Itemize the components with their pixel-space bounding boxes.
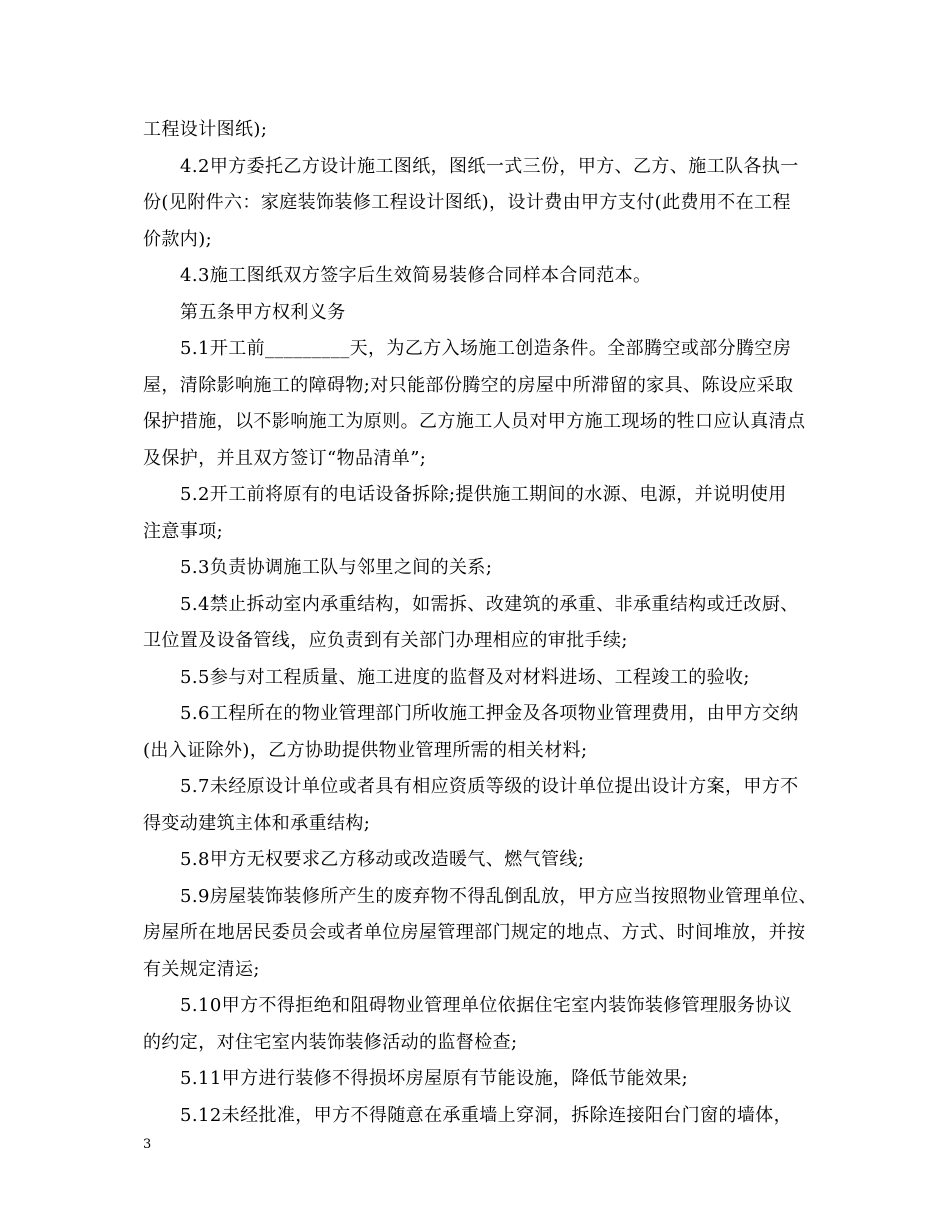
text-line: 4.2甲方委托乙方设计施工图纸，图纸一式三份，甲方、乙方、施工队各执一 bbox=[180, 155, 799, 177]
text-line: 5.8甲方无权要求乙方移动或改造暖气、燃气管线; bbox=[180, 849, 585, 870]
text-line: 5.9房屋装饰装修所产生的废弃物不得乱倒乱放，甲方应当按照物业管理单位、 bbox=[180, 885, 818, 907]
text-line: 的约定，对住宅室内装饰装修活动的监督检查; bbox=[143, 1031, 518, 1053]
section-heading: 第五条甲方权利义务 bbox=[180, 301, 346, 323]
text-line: 5.12未经批准，甲方不得随意在承重墙上穿洞，拆除连接阳台门窗的墙体， bbox=[180, 1104, 793, 1126]
text-line: 保护措施，以不影响施工为原则。乙方施工人员对甲方施工现场的牲口应认真清点 bbox=[143, 411, 806, 432]
text-line: 5.5参与对工程质量、施工进度的监督及对材料进场、工程竣工的验收; bbox=[180, 666, 750, 688]
text-line: 房屋所在地居民委员会或者单位房屋管理部门规定的地点、方式、时间堆放，并按 bbox=[143, 922, 806, 943]
text-line: 4.3施工图纸双方签字后生效简易装修合同样本合同范本。 bbox=[180, 265, 652, 286]
text-line: 5.10甲方不得拒绝和阻碍物业管理单位依据住宅室内装饰装修管理服务协议 bbox=[180, 995, 793, 1016]
text-line: 5.3负责协调施工队与邻里之间的关系; bbox=[180, 557, 493, 578]
page-number: 3 bbox=[143, 1137, 152, 1152]
text-line: 得变动建筑主体和承重结构; bbox=[143, 812, 371, 834]
text-line: 份(见附件六：家庭装饰装修工程设计图纸)，设计费由甲方支付(此费用不在工程 bbox=[143, 192, 791, 213]
text-line: 工程设计图纸); bbox=[143, 119, 268, 140]
text-line: 5.2开工前将原有的电话设备拆除;提供施工期间的水源、电源，并说明使用 bbox=[180, 484, 787, 505]
text-line: 价款内); bbox=[143, 228, 213, 250]
text-line: 注意事项; bbox=[143, 520, 224, 542]
text-line: 5.11甲方进行装修不得损坏房屋原有节能设施，降低节能效果; bbox=[180, 1068, 689, 1089]
document-body bbox=[143, 112, 818, 1134]
text-line: 5.4禁止拆动室内承重结构，如需拆、改建筑的承重、非承重结构或迁改厨、 bbox=[180, 593, 799, 615]
text-line: 及保护，并且双方签订“物品清单”; bbox=[143, 447, 427, 469]
text-line: 屋，清除影响施工的障碍物;对只能部份腾空的房屋中所滞留的家具、陈设应采取 bbox=[143, 374, 794, 396]
text-line: 5.1开工前_________天，为乙方入场施工创造条件。全部腾空或部分腾空房 bbox=[180, 338, 792, 359]
text-line: 卫位置及设备管线，应负责到有关部门办理相应的审批手续; bbox=[143, 630, 628, 651]
text-line: (出入证除外)，乙方协助提供物业管理所需的相关材料; bbox=[143, 739, 588, 761]
text-line: 5.7未经原设计单位或者具有相应资质等级的设计单位提出设计方案，甲方不 bbox=[180, 776, 799, 797]
text-line: 5.6工程所在的物业管理部门所收施工押金及各项物业管理费用，由甲方交纳 bbox=[180, 703, 799, 724]
text-line: 有关规定清运; bbox=[143, 958, 260, 980]
